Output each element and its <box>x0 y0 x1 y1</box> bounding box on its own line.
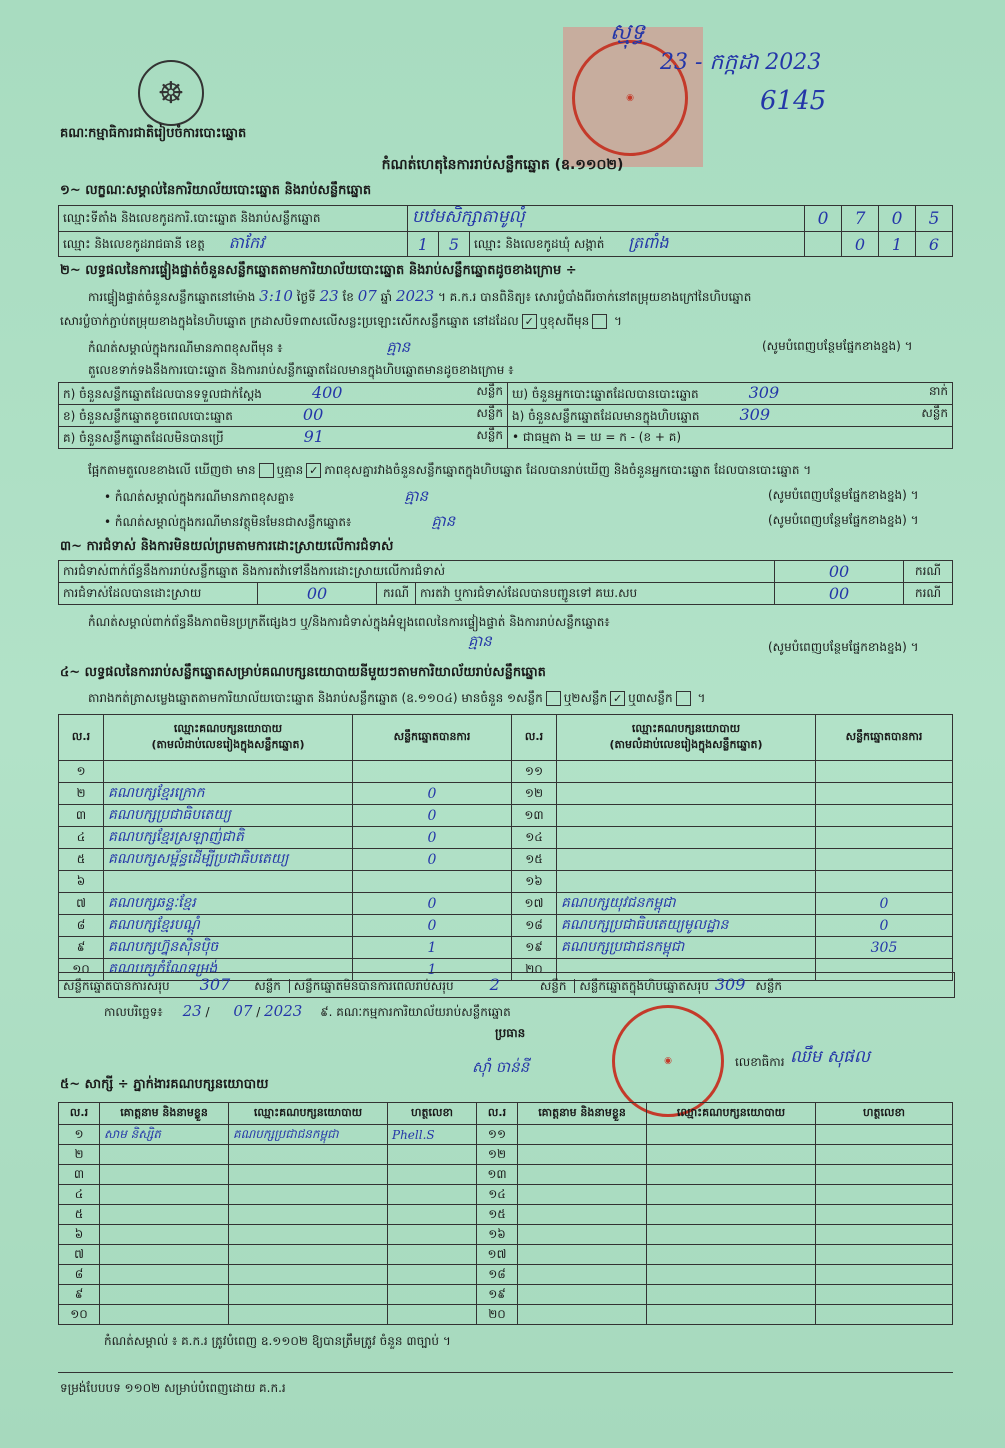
sec1-row1-label: ឈ្មោះទីតាំង និងលេខកូដការិ.បោះឆ្នោត និងរាប់សន្លឹកឆ្នោត <box>59 206 408 232</box>
hand-note-3: 6145 <box>760 86 827 116</box>
witness-signature <box>388 1265 477 1285</box>
witness-name <box>100 1285 229 1305</box>
bullet-2: • កំណត់សម្គាល់ក្នុងករណីមានវត្ថុមិនមែនជាសន្លឹកឆ្នោត៖ គ្មាន <box>104 512 456 530</box>
sec1-table <box>58 205 953 257</box>
witness-signature <box>816 1185 953 1205</box>
bullet-2-value: គ្មាន <box>431 512 456 530</box>
witness-no: ៤ <box>59 1185 100 1205</box>
sec2-line2: សោរប្លំចាក់ភ្ជាប់តម្រុយខាងក្នុងនៃហិបឆ្នោត ក្រដាសបិទពាសលើសន្លះប្រឡោះសើកសន្លឹកឆ្នោត នៅដដែល ✓ ឬខុសពីមុន ។ <box>60 314 622 328</box>
witness-signature <box>388 1225 477 1245</box>
sec4-line: តារាងកត់ត្រាសម្លេងឆ្នោតតាមការិយាល័យបោះឆ្នោត និងរាប់សន្លឹកឆ្នោត (ឧ.១១០៤) មានចំនួន ១សន្លឹក ឬ២សន្លឹក ✓ ឬ៣សន្លឹក ។ <box>88 691 706 705</box>
witness-name <box>100 1185 229 1205</box>
count-a: ក) ចំនួនសន្លឹកឆ្នោតដែលបានទទួលជាក់ស្តែង 400 សន្លឹក <box>59 383 508 405</box>
witness-party <box>229 1285 388 1305</box>
result-no: ១៦ <box>512 871 557 893</box>
result-row <box>59 827 953 849</box>
result-row <box>59 783 953 805</box>
witness-no: ១០ <box>59 1305 100 1325</box>
result-party <box>104 761 353 783</box>
sec1-heading: ១~ លក្ខណៈសម្គាល់នៃការិយាល័យបោះឆ្នោត និងរាប់សន្លឹកឆ្នោត <box>60 183 372 198</box>
total-valid: 307 <box>199 975 231 994</box>
witness-no: ២ <box>59 1145 100 1165</box>
result-votes: 0 <box>353 893 512 915</box>
result-no: ២ <box>59 783 104 805</box>
official-stamp-top: ◉ <box>572 40 688 156</box>
result-no: ៩ <box>59 937 104 959</box>
result-votes: 0 <box>353 783 512 805</box>
province-name: តាកែវ <box>228 233 265 252</box>
witness-row <box>59 1305 953 1325</box>
witness-no: ១៤ <box>477 1185 518 1205</box>
result-party <box>557 849 816 871</box>
witness-signature <box>816 1145 953 1165</box>
result-no: ២០ <box>512 959 557 981</box>
result-votes <box>816 849 953 871</box>
bullet-1-value: គ្មាន <box>404 487 429 505</box>
province-label: ឈ្មោះ និងលេខកូដរាជធានី ខេត្ត តាកែវ <box>59 232 408 257</box>
witness-party <box>229 1245 388 1265</box>
changed-checkbox[interactable] <box>592 314 607 329</box>
verify-time: 3:10 <box>259 287 293 305</box>
result-no: ៤ <box>59 827 104 849</box>
result-party <box>557 805 816 827</box>
result-row <box>59 893 953 915</box>
witness-party <box>229 1165 388 1185</box>
date-year: 2023 <box>264 1002 303 1020</box>
org-name: គណៈកម្មាធិការជាតិរៀបចំការបោះឆ្នោត <box>60 126 247 141</box>
result-no: ១៥ <box>512 849 557 871</box>
result-party <box>557 783 816 805</box>
count-c-value: 91 <box>303 427 324 446</box>
date-day: 23 <box>182 1002 202 1020</box>
sec5-note: កំណត់សម្គាល់ ៖ គ.ក.រ ត្រូវបំពេញ ឧ.១១០២ ឱ្យបានត្រឹមត្រូវ ចំនួន ៣ច្បាប់ ។ <box>104 1334 451 1348</box>
witness-no: ១៣ <box>477 1165 518 1185</box>
result-votes <box>353 761 512 783</box>
result-votes <box>816 827 953 849</box>
witness-party <box>229 1185 388 1205</box>
witness-no: ១៨ <box>477 1265 518 1285</box>
witness-no: ១១ <box>477 1125 518 1145</box>
witness-name <box>100 1305 229 1325</box>
witness-name <box>518 1245 647 1265</box>
result-votes: 0 <box>816 915 953 937</box>
witness-no: ៩ <box>59 1285 100 1305</box>
diff-note: គ្មាន <box>386 338 411 356</box>
witness-signature <box>388 1145 477 1165</box>
result-no: ១ <box>59 761 104 783</box>
witness-signature <box>816 1225 953 1245</box>
one-sheet-checkbox[interactable] <box>546 691 561 706</box>
fill-hint-2: (សូមបំពេញបន្ថែមផ្នែកខាងខ្នង) ។ <box>768 488 919 502</box>
result-no: ១០ <box>59 959 104 981</box>
result-votes <box>816 805 953 827</box>
witness-party <box>647 1265 816 1285</box>
result-no: ១៩ <box>512 937 557 959</box>
witness-signature <box>816 1165 953 1185</box>
result-votes: 1 <box>353 937 512 959</box>
fill-hint-1: (សូមបំពេញបន្ថែមផ្នែកខាងខ្នង) ។ <box>762 339 913 353</box>
witness-party <box>229 1145 388 1165</box>
result-party: គណបក្សខ្មែរក្រោក <box>104 783 353 805</box>
objection-row2-value: 00 <box>258 583 377 605</box>
result-party <box>557 761 816 783</box>
province-code-1: 1 <box>408 232 439 257</box>
witness-name <box>518 1285 647 1305</box>
counts-table <box>58 382 953 449</box>
count-d-value: 309 <box>748 383 780 402</box>
witness-no: ៦ <box>59 1225 100 1245</box>
witness-party: គណបក្សប្រជាជនកម្ពុជា <box>229 1125 388 1145</box>
result-votes: 0 <box>816 893 953 915</box>
witness-no: ១៦ <box>477 1225 518 1245</box>
result-no: ១៣ <box>512 805 557 827</box>
result-party: គណបក្សសម្ព័ន្ធដើម្បីប្រជាធិបតេយ្យ <box>104 849 353 871</box>
count-d: ឃ) ចំនួនអ្នកបោះឆ្នោតដែលបានបោះឆ្នោត 309 នាក់ <box>508 383 953 405</box>
station-name: បឋមសិក្សាតាមូលុំ <box>408 206 805 232</box>
witness-no: ១៥ <box>477 1205 518 1225</box>
objection-row2b-value: 00 <box>775 583 904 605</box>
count-e-value: 309 <box>739 405 771 424</box>
witness-no: ១២ <box>477 1145 518 1165</box>
station-code-4: 5 <box>916 206 953 232</box>
sec3-heading: ៣~ ការជំទាស់ និងការមិនយល់ព្រមតាមការដោះស្រាយលើការជំទាស់ <box>60 539 394 554</box>
two-sheet-checkbox[interactable]: ✓ <box>610 691 625 706</box>
secretary-label: លេខាធិការ <box>735 1055 785 1069</box>
result-party: គណបក្សប្រជាធិបតេយ្យ <box>104 805 353 827</box>
witness-no: ៧ <box>59 1245 100 1265</box>
result-votes: 0 <box>353 849 512 871</box>
result-party: គណបក្សឆន្ទៈខ្មែរ <box>104 893 353 915</box>
fill-hint-4: (សូមបំពេញបន្ថែមផ្នែកខាងខ្នង) ។ <box>768 640 919 654</box>
result-no: ១២ <box>512 783 557 805</box>
result-party: គណបក្សយុវជនកម្ពុជា <box>557 893 816 915</box>
hand-note-2: 23 - កក្កដា 2023 <box>660 50 822 75</box>
witness-signature <box>388 1305 477 1325</box>
date-line: កាលបរិច្ឆេទ៖ 23 / 07 / 2023 ៩. គណៈកម្មការការិយាល័យរាប់សន្លឹកឆ្នោត <box>104 1002 511 1020</box>
witness-name <box>518 1205 647 1225</box>
footer-divider <box>58 1372 953 1373</box>
witness-party <box>229 1265 388 1285</box>
chair-name: ស៊ាំ ចាន់នី <box>472 1058 530 1076</box>
date-month: 07 <box>233 1002 253 1020</box>
count-e: ង) ចំនួនសន្លឹកឆ្នោតដែលមានក្នុងហិបឆ្នោត 309 សន្លឹក <box>508 405 953 427</box>
witness-party <box>647 1225 816 1245</box>
commune-code-1: 0 <box>842 232 879 257</box>
sec3-line: កំណត់សម្គាល់ពាក់ព័ន្ធនឹងភាពមិនប្រក្រតីផ្សេងៗ ឬ/និងការជំទាស់ក្នុងអំឡុងពេលនៃការផ្ទៀងផ្ទាត់ និងការរាប់សន្លឹកឆ្នោត៖ <box>88 615 610 629</box>
result-row <box>59 849 953 871</box>
witness-signature <box>388 1205 477 1225</box>
witness-signature <box>816 1245 953 1265</box>
witness-name <box>518 1165 647 1185</box>
witness-signature <box>388 1245 477 1265</box>
result-party: គណបក្សប្រជាធិបតេយ្យមូលដ្ឋាន <box>557 915 816 937</box>
witness-name: សាម និស្សិត <box>100 1125 229 1145</box>
official-stamp-bottom: ◉ <box>612 1005 724 1117</box>
count-b-value: 00 <box>302 405 324 424</box>
witness-row <box>59 1145 953 1165</box>
sec2-line3: កំណត់សម្គាល់ក្នុងករណីមានភាពខុសពីមុន ៖ គ្មាន <box>88 338 411 356</box>
witness-party <box>229 1225 388 1245</box>
count-b: ខ) ចំនួនសន្លឹកឆ្នោតខូចពេលបោះឆ្នោត 00 សន្លឹក <box>59 405 508 427</box>
station-code-2: 7 <box>842 206 879 232</box>
witness-row <box>59 1205 953 1225</box>
result-votes <box>816 783 953 805</box>
witness-party <box>647 1305 816 1325</box>
witness-row <box>59 1165 953 1185</box>
result-no: ៥ <box>59 849 104 871</box>
witness-name <box>100 1145 229 1165</box>
three-sheet-checkbox[interactable] <box>676 691 691 706</box>
witness-name <box>100 1205 229 1225</box>
province-code-2: 5 <box>439 232 470 257</box>
count-c: គ) ចំនួនសន្លឹកឆ្នោតដែលមិនបានប្រើ 91 សន្លឹក <box>59 427 508 449</box>
witness-row <box>59 1185 953 1205</box>
witness-row <box>59 1245 953 1265</box>
witness-party <box>647 1185 816 1205</box>
commune-label: ឈ្មោះ និងលេខកូដឃុំ សង្កាត់ ត្រពាំង <box>470 232 805 257</box>
sec2-heading: ២~ លទ្ធផលនៃការផ្ទៀងផ្ទាត់ចំនួនសន្លឹកឆ្នោតតាមការិយាល័យបោះឆ្នោត និងរាប់សន្លឹកឆ្នោតដូចខាងក្រោម ÷ <box>60 263 577 278</box>
witness-party <box>647 1205 816 1225</box>
diff-no-checkbox[interactable]: ✓ <box>306 463 321 478</box>
witness-no: ១ <box>59 1125 100 1145</box>
result-no: ៣ <box>59 805 104 827</box>
station-code-3: 0 <box>879 206 916 232</box>
objection-row2b-label: ការតវ៉ា ឬការជំទាស់ដែលបានបញ្ជូនទៅ គឃ.សប <box>416 583 775 605</box>
witness-signature: Phell.S <box>388 1125 477 1145</box>
diff-yes-checkbox[interactable] <box>259 463 274 478</box>
witness-name <box>518 1225 647 1245</box>
witness-signature <box>816 1125 953 1145</box>
witness-name <box>518 1265 647 1285</box>
witness-name <box>100 1165 229 1185</box>
result-party: គណបក្សហ្វ៊ុនស៊ិនប៉ិច <box>104 937 353 959</box>
witness-name <box>100 1245 229 1265</box>
witness-signature <box>816 1305 953 1325</box>
witness-name <box>100 1265 229 1285</box>
count-formula: • ជាធម្មតា ង = ឃ = ក - (ខ + គ) <box>508 427 953 449</box>
objection-row2-label: ការជំទាស់ដែលបានដោះស្រាយ <box>59 583 258 605</box>
result-party: គណបក្សខ្មែរស្រឡាញ់ជាតិ <box>104 827 353 849</box>
result-no: ៦ <box>59 871 104 893</box>
total-invalid: 2 <box>489 975 500 994</box>
sec3-note: គ្មាន <box>468 632 492 650</box>
sec2-line4: តួលេខទាក់ទងនឹងការបោះឆ្នោត និងការរាប់សន្លឹកឆ្នោតដែលមានក្នុងហិបឆ្នោតមានដូចខាងក្រោម ៖ <box>88 363 514 377</box>
result-party <box>557 871 816 893</box>
witness-signature <box>388 1285 477 1305</box>
totals-row: សន្លឹកឆ្នោតបានការសរុប 307 សន្លឹក សន្លឹកឆ្នោតមិនបានការពេលរាប់សរុប 2 សន្លឹក សន្លឹកឆ្នោតក្នុងហិបឆ្នោតសរុប 309 សន្លឹក <box>58 972 955 998</box>
witness-party <box>229 1305 388 1325</box>
objections-table: ការជំទាស់ពាក់ព័ន្ធនឹងការរាប់សន្លឹកឆ្នោត និងការតវ៉ាទៅនឹងការដោះស្រាយលើការជំទាស់ 00 ករណី ការជំទាស់ដែលបានដោះស្រាយ 00 ករណី ការតវ៉ា ឬការជំទាស់ដែលបានបញ្ជូនទៅ គឃ.សប 00 ករណី <box>58 560 953 605</box>
result-no: ១៤ <box>512 827 557 849</box>
witness-signature <box>816 1265 953 1285</box>
verify-year: 2023 <box>395 287 435 305</box>
witness-name <box>518 1185 647 1205</box>
verify-day: 23 <box>319 287 339 305</box>
witness-signature <box>816 1285 953 1305</box>
result-no: ១៨ <box>512 915 557 937</box>
result-votes: 305 <box>816 937 953 959</box>
witness-no: ១៧ <box>477 1245 518 1265</box>
count-a-value: 400 <box>311 383 343 402</box>
result-votes <box>816 871 953 893</box>
result-row <box>59 937 953 959</box>
results-table: ល.រ ឈ្មោះគណបក្សនយោបាយ (តាមលំដាប់លេខរៀងក្នុងសន្លឹកឆ្នោត) សន្លឹកឆ្នោតបានការ ល.រ ឈ្មោះគណបក្សនយោបាយ (តាមលំដាប់លេខរៀងក្នុងសន្លឹកឆ្នោត) សន្លឹកឆ្នោតបានការ ១ ១១ ២ គណបក្សខ្មែរក្រោក 0 ១២ ៣ គណបក្សប្រជាធិបតេយ្យ 0 ១៣ ៤ គណបក្សខ្មែរស្រឡាញ់ជាតិ 0 ១៤ ៥ គណបក្សសម្ព័ន្ធដើម្បីប្រជាធិបតេយ្យ 0 ១៥ ៦ ១៦ ៧ គណបក្សឆន្ទៈខ្មែរ 0 ១៧ គណបក្សយុវជនកម្ពុជា 0 ៨ គណបក្សខ្មែរបណ្ដុំ 0 ១៨ គណបក្សប្រជាធិបតេយ្យមូលដ្ឋាន 0 ៩ គណបក្សហ្វ៊ុនស៊ិនប៉ិច 1 ១៩ គណបក្សប្រជាជនកម្ពុជា 305 ១០ គណបក្សកំណែទម្រង់ 1 ២០ <box>58 714 953 981</box>
commune-code-2: 1 <box>879 232 916 257</box>
result-row <box>59 871 953 893</box>
result-party <box>104 871 353 893</box>
hand-note-1: ស្មុទ្ធ <box>610 20 645 45</box>
witness-no: ២០ <box>477 1305 518 1325</box>
result-row <box>59 915 953 937</box>
witness-name <box>518 1305 647 1325</box>
witness-name <box>518 1125 647 1145</box>
same-checkbox[interactable]: ✓ <box>522 314 537 329</box>
witness-table: ល.រ គោត្តនាម និងនាមខ្លួន ឈ្មោះគណបក្សនយោបាយ ហត្ថលេខា ល.រ គោត្តនាម និងនាមខ្លួន ឈ្មោះគណបក្សនយោបាយ ហត្ថលេខា ១ សាម និស្សិត គណបក្សប្រជាជនកម្ពុជា Phell.S ១១ ២ ១២ ៣ ១៣ ៤ ១៤ ៥ ១៥ ៦ ១៦ ៧ ១៧ ៨ ១៨ ៩ ១៩ ១០ ២០ <box>58 1102 953 1325</box>
witness-name <box>100 1225 229 1245</box>
sec5-heading: ៥~ សាក្សី ÷ ភ្នាក់ងារគណបក្សនយោបាយ <box>60 1077 269 1092</box>
witness-row <box>59 1285 953 1305</box>
verify-month: 07 <box>357 287 377 305</box>
form-footer: ទម្រង់បែបបទ ១១០២ សម្រាប់បំពេញដោយ គ.ក.រ <box>60 1381 286 1395</box>
fill-hint-3: (សូមបំពេញបន្ថែមផ្នែកខាងខ្នង) ។ <box>768 513 919 527</box>
witness-no: ៥ <box>59 1205 100 1225</box>
result-votes: 0 <box>353 915 512 937</box>
sec2-line1: ការផ្ទៀងផ្ទាត់ចំនួនសន្លឹកឆ្នោតនៅម៉ោង 3:10 ថ្ងៃទី 23 ខែ 07 ឆ្នាំ 2023 ។ គ.ក.រ បានពិនិត្យ៖ សោរប្លំបាំងពីរចាក់នៅតម្រុយខាងក្រៅនៃហិបឆ្នោត <box>88 287 752 305</box>
witness-party <box>229 1205 388 1225</box>
station-code-1: 0 <box>805 206 842 232</box>
witness-party <box>647 1285 816 1305</box>
witness-signature <box>388 1185 477 1205</box>
witness-no: ១៩ <box>477 1285 518 1305</box>
objection-row1-label: ការជំទាស់ពាក់ព័ន្ធនឹងការរាប់សន្លឹកឆ្នោត និងការតវ៉ាទៅនឹងការដោះស្រាយលើការជំទាស់ <box>59 561 775 583</box>
result-row <box>59 805 953 827</box>
witness-row <box>59 1225 953 1245</box>
result-votes <box>353 871 512 893</box>
result-votes: 0 <box>353 827 512 849</box>
commune-name: ត្រពាំង <box>628 233 669 252</box>
result-row <box>59 761 953 783</box>
result-party: គណបក្សខ្មែរបណ្ដុំ <box>104 915 353 937</box>
result-party: គណបក្សកំណែទម្រង់ <box>104 959 353 981</box>
result-no: ១៧ <box>512 893 557 915</box>
witness-party <box>647 1245 816 1265</box>
sec2-line5: ផ្អែកតាមតួលេខខាងលើ ឃើញថា មាន ឬគ្មាន ✓ ភាពខុសគ្នារវាងចំនួនសន្លឹកឆ្នោតក្នុងហិបឆ្នោត ដែលបានរាប់ឃើញ និងចំនួនអ្នកបោះឆ្នោត ដែលបានបោះឆ្នោត ។ <box>88 463 812 477</box>
result-party <box>557 827 816 849</box>
form-title: កំណត់ហេតុនៃការរាប់សន្លឹកឆ្នោត (ឧ.១១០២) <box>381 157 624 173</box>
result-votes: 1 <box>353 959 512 981</box>
result-no: ៨ <box>59 915 104 937</box>
nec-logo: ☸ <box>138 60 204 126</box>
result-no: ៧ <box>59 893 104 915</box>
witness-row <box>59 1125 953 1145</box>
objection-row1-value: 00 <box>775 561 904 583</box>
witness-row <box>59 1265 953 1285</box>
witness-party <box>647 1165 816 1185</box>
commune-code-3: 6 <box>916 232 953 257</box>
result-votes <box>816 761 953 783</box>
result-no: ១១ <box>512 761 557 783</box>
total-ballots: 309 <box>714 975 746 994</box>
witness-signature <box>388 1165 477 1185</box>
witness-no: ៣ <box>59 1165 100 1185</box>
secretary-name: ឈឹម សុផល <box>790 1047 871 1067</box>
witness-party <box>647 1125 816 1145</box>
result-party: គណបក្សប្រជាជនកម្ពុជា <box>557 937 816 959</box>
result-votes: 0 <box>353 805 512 827</box>
witness-party <box>647 1145 816 1165</box>
chair-label: ប្រធាន <box>495 1026 526 1040</box>
witness-no: ៨ <box>59 1265 100 1285</box>
witness-signature <box>816 1205 953 1225</box>
witness-name <box>518 1145 647 1165</box>
sec4-heading: ៤~ លទ្ធផលនៃការរាប់សន្លឹកឆ្នោតសម្រាប់គណបក្សនយោបាយនីមួយៗតាមការិយាល័យរាប់សន្លឹកឆ្នោត <box>60 665 546 680</box>
bullet-1: • កំណត់សម្គាល់ក្នុងករណីមានភាពខុសគ្នា៖ គ្មាន <box>104 487 429 505</box>
